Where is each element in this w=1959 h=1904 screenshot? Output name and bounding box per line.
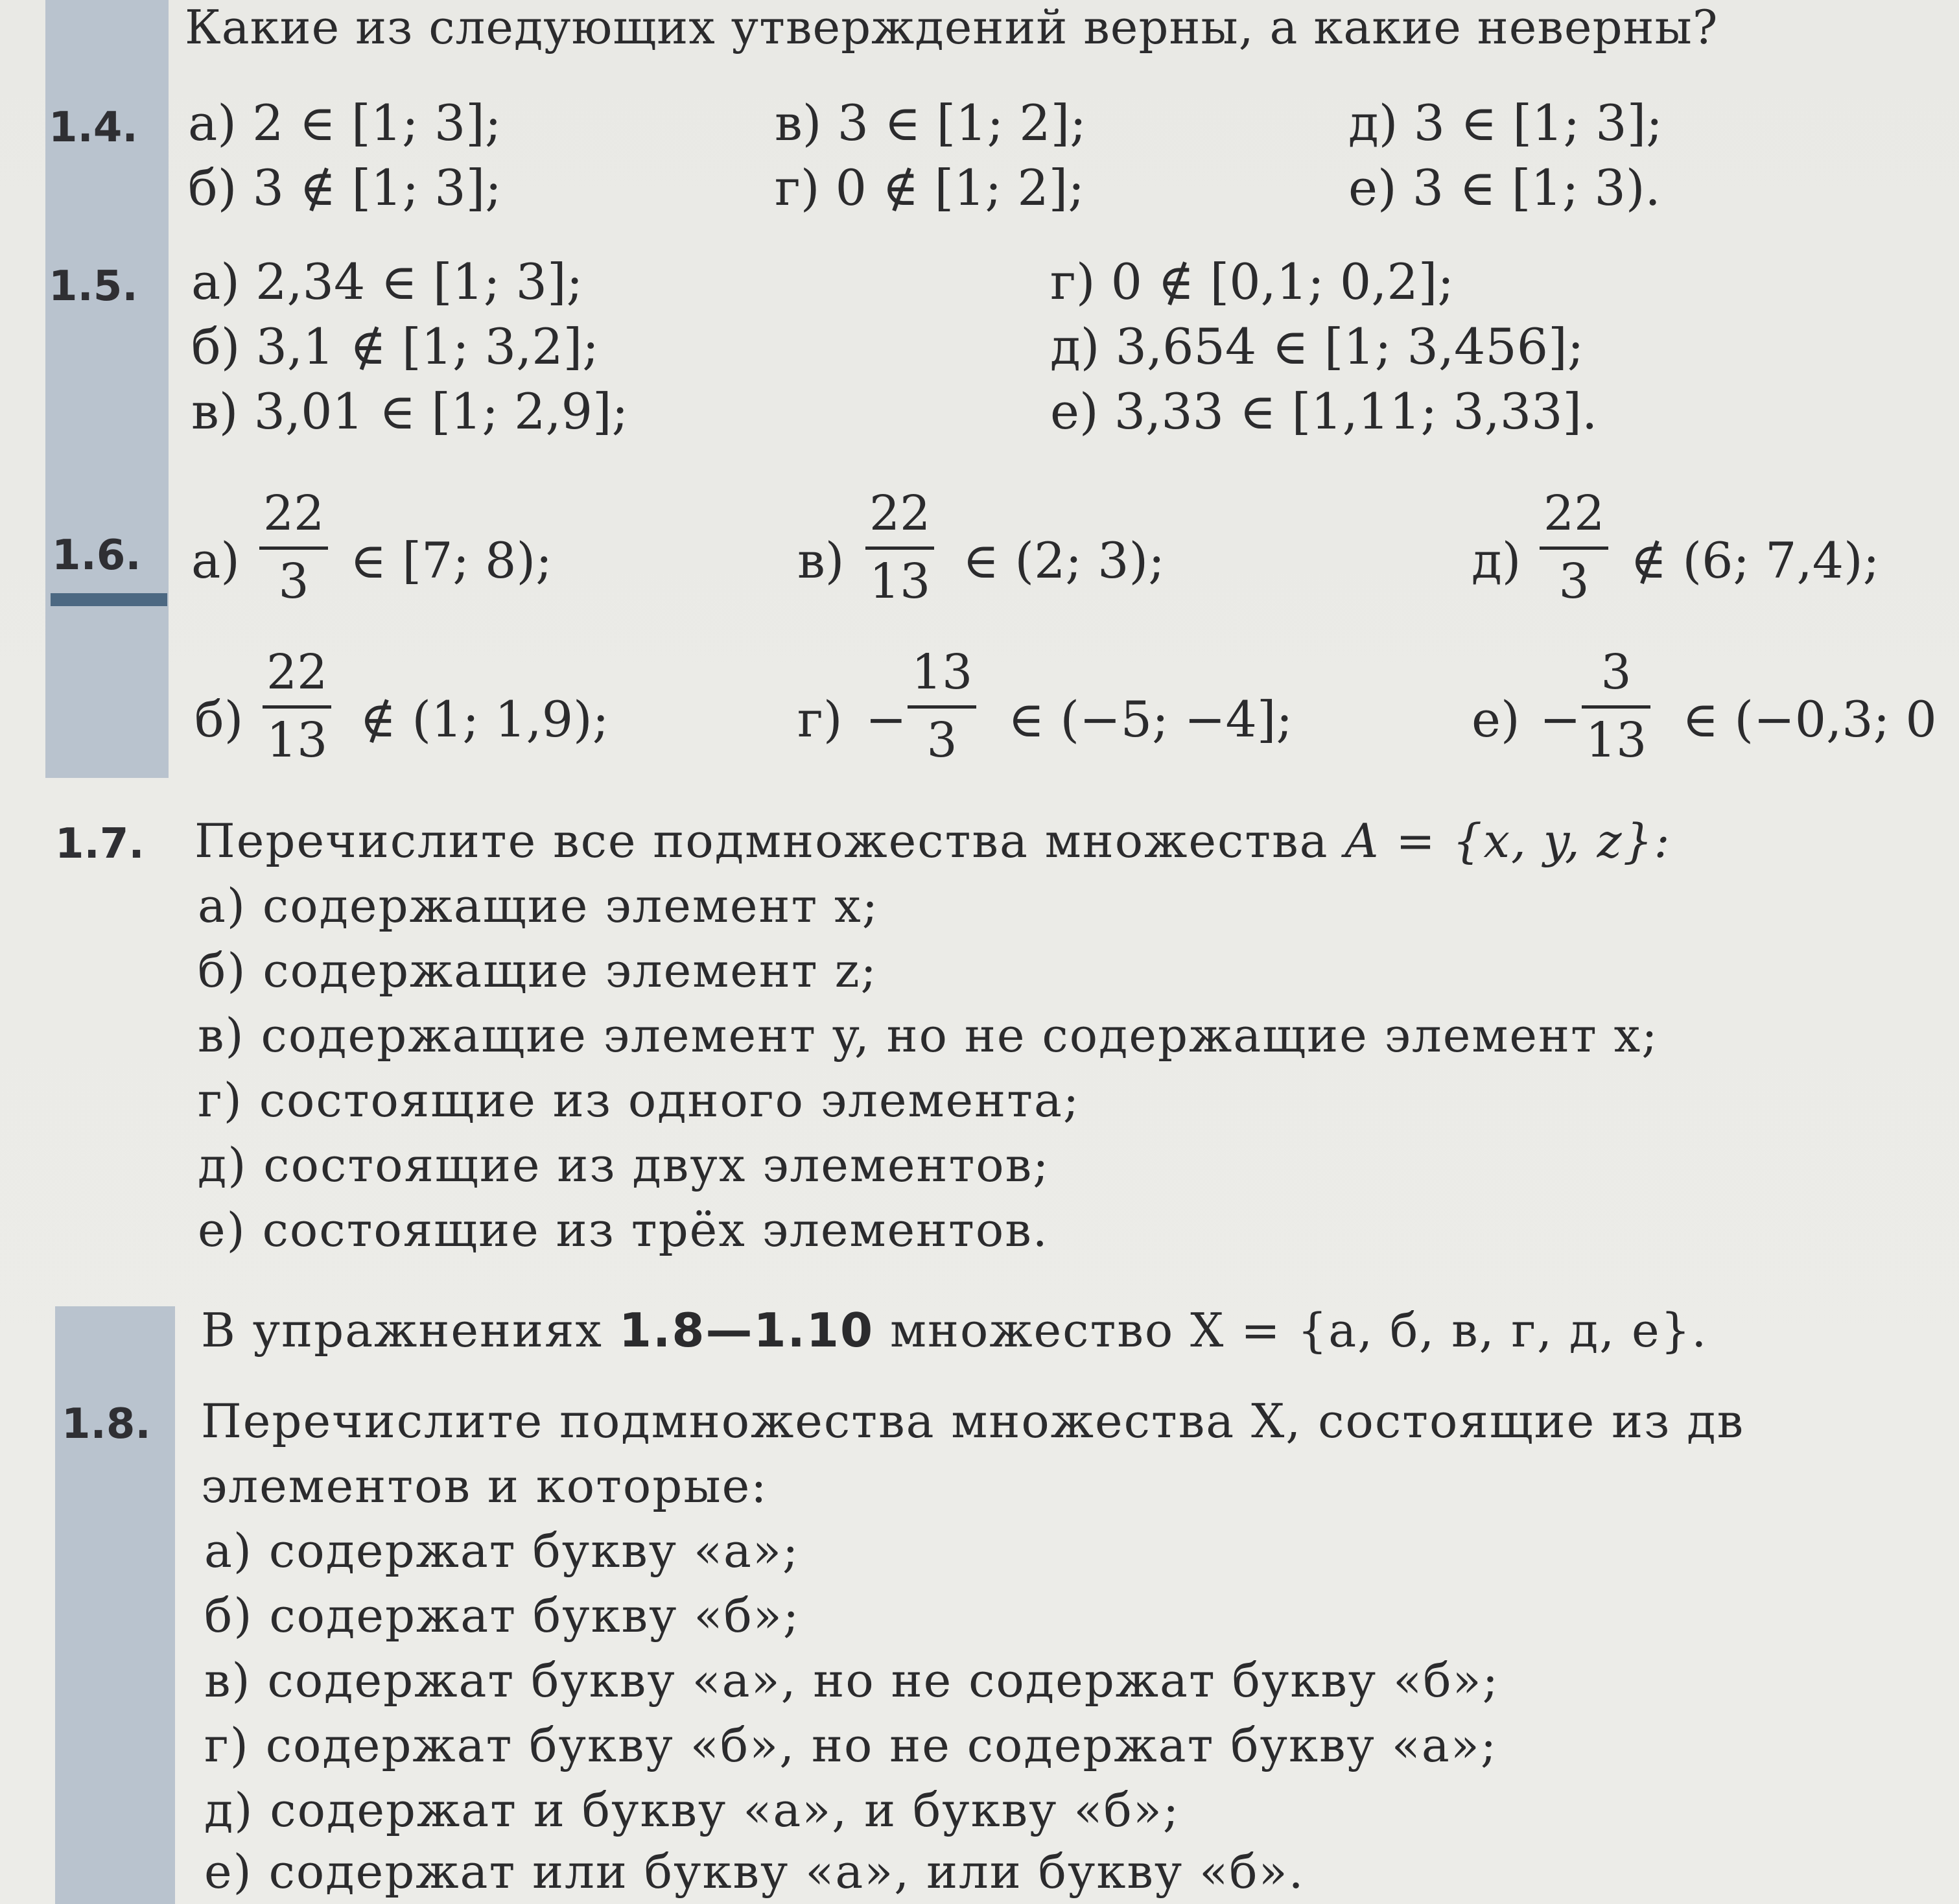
ex16-item-a-fraction	[259, 486, 328, 609]
note-exercise-range: 1.8—1.10	[618, 1303, 874, 1357]
denominator: 13	[266, 712, 328, 768]
ex16-item-a-label: а)	[191, 532, 240, 589]
ex16-item-e-fraction	[1582, 644, 1650, 768]
numerator: 22	[869, 486, 931, 541]
note-pre: В упражнениях	[201, 1303, 603, 1357]
ex14-item-g: г) 0 ∉ [1; 2];	[775, 159, 1085, 217]
denominator: 13	[869, 554, 931, 609]
ex16-item-g-label: г)	[797, 690, 843, 748]
ex18-item-g: г) содержат букву «б», но не содержат букву «а»;	[204, 1718, 1498, 1772]
ex18-item-v: в) содержат букву «а», но не содержат букву «б»;	[204, 1653, 1499, 1708]
denominator: 3	[1558, 554, 1589, 609]
ex15-item-v: в) 3,01 ∈ [1; 2,9];	[191, 382, 629, 440]
ex16-item-e-label: е)	[1472, 690, 1520, 748]
numerator: 22	[1543, 486, 1605, 541]
ex16-item-d-fraction	[1540, 486, 1608, 609]
ex15-item-d: д) 3,654 ∈ [1; 3,456];	[1050, 318, 1584, 375]
ex18-item-d: д) содержат и букву «а», и букву «б»;	[204, 1783, 1180, 1837]
ex18-intro: Перечислите подмножества множества X, состоящие из дв	[201, 1394, 1745, 1448]
section-heading: Какие из следующих утверждений верны, а какие неверны?	[185, 0, 1719, 54]
ex14-item-e: е) 3 ∈ [1; 3).	[1348, 159, 1661, 217]
ex18-item-e: е) содержат или букву «а», или букву «б».	[204, 1844, 1305, 1899]
ex14-item-v: в) 3 ∈ [1; 2];	[775, 94, 1086, 152]
ex15-item-b: б) 3,1 ∉ [1; 3,2];	[191, 318, 599, 375]
ex17-item-b: б) содержащие элемент z;	[198, 943, 878, 998]
denominator: 13	[1586, 712, 1647, 768]
ex14-item-a: а) 2 ∈ [1; 3];	[188, 94, 502, 152]
ex16-item-e-rest: ∈ (−0,3; 0	[1682, 690, 1937, 748]
ex16-item-b-fraction	[263, 644, 331, 768]
ex14-item-d: д) 3 ∈ [1; 3];	[1348, 94, 1663, 152]
ex16-item-b-rest: ∉ (1; 1,9);	[360, 690, 609, 748]
ex17-item-a: а) содержащие элемент x;	[198, 878, 880, 933]
denominator: 3	[278, 554, 309, 609]
ex16-item-e-sign: −	[1540, 690, 1581, 748]
numerator: 3	[1601, 644, 1632, 700]
ex16-item-g-fraction	[908, 644, 976, 768]
ex17-item-v: в) содержащие элемент y, но не содержащие элемент x;	[198, 1008, 1659, 1063]
ex17-set: A = {x, y, z}:	[1344, 814, 1671, 868]
numerator: 22	[263, 486, 325, 541]
ex16-item-d-rest: ∉ (6; 7,4);	[1630, 532, 1880, 589]
numerator: 22	[266, 644, 328, 700]
ex17-intro-text: Перечислите все подмножества множества	[194, 814, 1329, 868]
ex17-intro	[194, 814, 1671, 868]
ex15-item-a: а) 2,34 ∈ [1; 3];	[191, 253, 583, 311]
ex16-item-g-sign: −	[865, 690, 907, 748]
ex17-item-e: е) состоящие из трёх элементов.	[198, 1203, 1049, 1257]
margin-bar-divider	[51, 593, 167, 606]
numerator: 13	[911, 644, 973, 700]
exercise-number-1-8: 1.8.	[62, 1400, 151, 1448]
ex17-item-d: д) состоящие из двух элементов;	[198, 1138, 1050, 1192]
exercise-number-1-5: 1.5.	[49, 263, 138, 311]
ex14-item-b: б) 3 ∉ [1; 3];	[188, 159, 502, 217]
exercise-number-1-4: 1.4.	[49, 104, 138, 152]
ex16-item-v-fraction	[865, 486, 934, 609]
ex15-item-g: г) 0 ∉ [0,1; 0,2];	[1050, 253, 1454, 311]
ex16-item-v-label: в)	[797, 532, 845, 589]
margin-bar-bottom	[55, 1306, 175, 1904]
ex16-item-d-label: д)	[1472, 532, 1521, 589]
exercise-number-1-6: 1.6.	[52, 532, 141, 580]
ex15-item-e: е) 3,33 ∈ [1,11; 3,33].	[1050, 382, 1598, 440]
ex16-item-v-rest: ∈ (2; 3);	[963, 532, 1165, 589]
note-post: множество X = {а, б, в, г, д, е}.	[889, 1303, 1708, 1357]
ex18-item-a: а) содержат букву «а»;	[204, 1523, 800, 1578]
ex16-item-b-label: б)	[194, 690, 244, 748]
ex16-item-g-rest: ∈ (−5; −4];	[1008, 690, 1293, 748]
exercises-note	[201, 1303, 1707, 1357]
ex18-intro-continued: элементов и которые:	[201, 1459, 768, 1513]
ex17-item-g: г) состоящие из одного элемента;	[198, 1073, 1081, 1127]
ex18-item-b: б) содержат букву «б»;	[204, 1588, 801, 1643]
denominator: 3	[926, 712, 957, 768]
ex16-item-a-rest: ∈ [7; 8);	[350, 532, 552, 589]
exercise-number-1-7: 1.7.	[55, 820, 145, 868]
